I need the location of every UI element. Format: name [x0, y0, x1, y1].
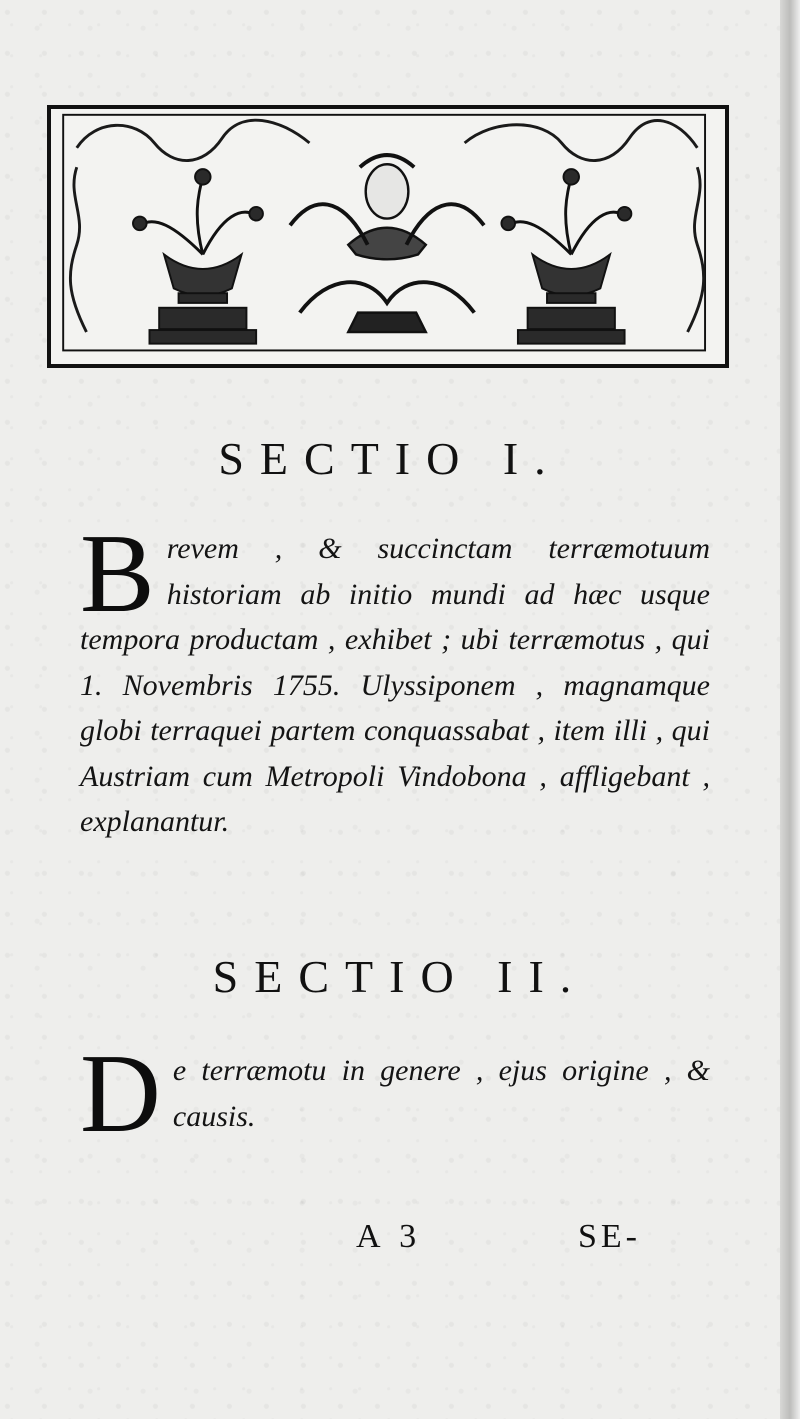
signature-mark: A 3 — [356, 1218, 423, 1255]
catchword: SE- — [578, 1218, 641, 1255]
section-2-text: e terræmotu in genere , ejus origine , & causis. — [172, 1054, 710, 1133]
page-edge — [780, 0, 800, 1419]
drop-capital: D — [80, 1032, 161, 1156]
drop-capital: B — [80, 512, 155, 636]
left-urn — [133, 169, 263, 344]
section-1-paragraph — [80, 512, 710, 845]
section-2-heading: SECTIO II. — [212, 951, 588, 1002]
central-bust — [290, 155, 484, 332]
section-1-text: revem , & succinctam terræmotuum historiam ab initio mundi ad hæc usque tempora productam , exhibet ; ubi terræmotus , qui 1. Novembris 1755. Ulyssiponem , magnamque globi terraquei partem conquassabat , item illi , qui Austriam cum Metropoli Vindobona , affligebant , explanantur. — [80, 532, 710, 838]
ornamental-headpiece — [47, 105, 729, 368]
right-urn — [501, 169, 631, 344]
section-2-paragraph — [80, 1032, 710, 1156]
section-1-heading: SECTIO I. — [218, 433, 562, 484]
